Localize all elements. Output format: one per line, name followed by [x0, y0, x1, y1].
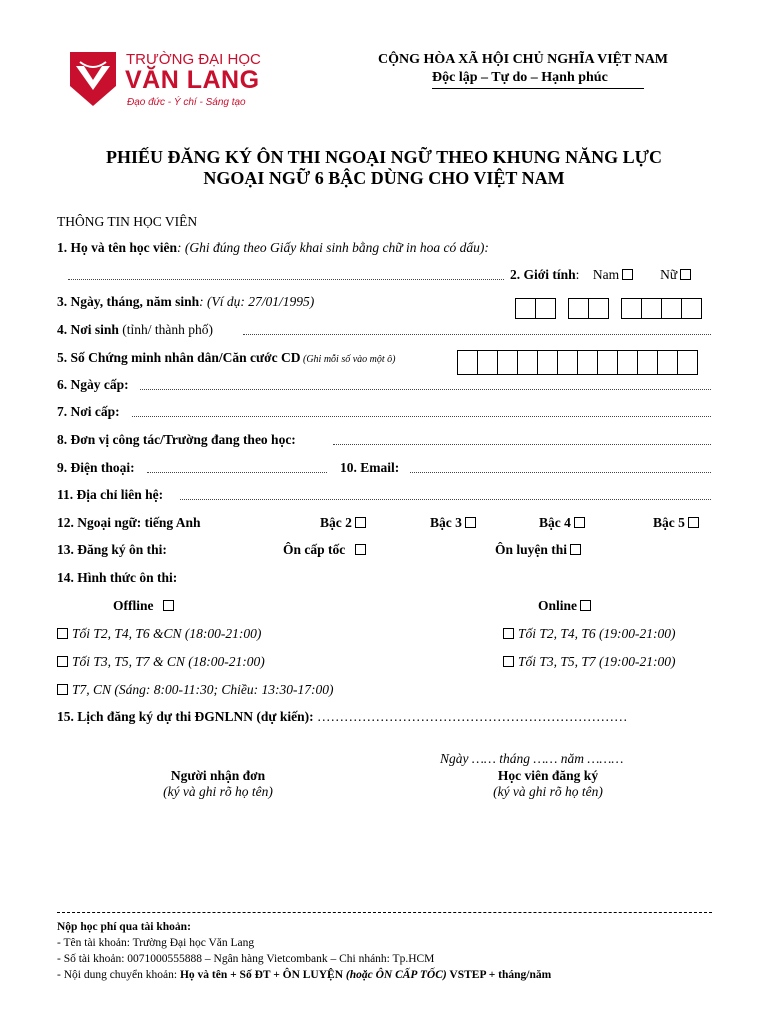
field-1-row — [57, 240, 489, 256]
offline-schedule-2[interactable]: Tối T3, T5, T7 & CN (18:00-21:00) — [57, 654, 265, 670]
gender-female-checkbox[interactable] — [680, 269, 691, 280]
offline-option[interactable]: Offline — [113, 598, 174, 614]
field-12-label: 12. Ngoại ngữ: tiếng Anh — [57, 515, 201, 530]
field-15-row — [57, 709, 628, 725]
full-name-input[interactable] — [68, 279, 504, 280]
field-5-row — [57, 350, 396, 366]
workplace-input[interactable] — [333, 444, 711, 445]
field-15-label: 15. Lịch đăng ký dự thi ĐGNLNN (dự kiến): — [57, 709, 314, 724]
online-schedule-1-checkbox[interactable] — [503, 628, 514, 639]
email-input[interactable] — [410, 472, 711, 473]
field-11-label: 11. Địa chỉ liên hệ: — [57, 487, 164, 502]
footer-heading: Nộp học phí qua tài khoản: — [57, 921, 191, 933]
field-3-label: 3. Ngày, tháng, năm sinh — [57, 294, 200, 309]
field-13-label: 13. Đăng ký ôn thi: — [57, 542, 167, 557]
country-name: CỘNG HÒA XÃ HỘI CHỦ NGHĨA VIỆT NAM — [378, 52, 669, 67]
field-1-note: : (Ghi đúng theo Giấy khai sinh bằng chữ in hoa có dấu): — [177, 240, 489, 255]
level-3-checkbox[interactable] — [465, 517, 476, 528]
receiver-title: Người nhận đơn — [170, 768, 266, 783]
online-schedule-2[interactable]: Tối T3, T5, T7 (19:00-21:00) — [503, 654, 676, 670]
offline-checkbox[interactable] — [163, 600, 174, 611]
date-line: Ngày …… tháng …… năm ……… — [440, 751, 624, 766]
issue-place-input[interactable] — [132, 416, 711, 417]
birth-year-cells[interactable] — [621, 298, 701, 319]
form-title-line1: PHIẾU ĐĂNG KÝ ÔN THI NGOẠI NGỮ THEO KHUNG NĂNG LỰC — [105, 147, 663, 167]
field-3-row — [57, 294, 314, 310]
birthplace-input[interactable] — [243, 334, 711, 335]
field-8-label: 8. Đơn vị công tác/Trường đang theo học: — [57, 432, 296, 447]
exam-prep-checkbox[interactable] — [570, 544, 581, 555]
level-2-option[interactable]: Bậc 2 — [320, 515, 366, 531]
footer-divider — [57, 912, 712, 913]
address-input[interactable] — [180, 499, 711, 500]
field-5-note: (Ghi mỗi số vào một ô) — [300, 354, 396, 365]
intensive-checkbox[interactable] — [355, 544, 366, 555]
online-schedule-2-checkbox[interactable] — [503, 656, 514, 667]
student-title: Học viên đăng ký — [497, 768, 599, 783]
offline-schedule-1-checkbox[interactable] — [57, 628, 68, 639]
field-9-label: 9. Điện thoại: — [57, 460, 135, 475]
level-3-option[interactable]: Bậc 3 — [430, 515, 476, 531]
section-heading: THÔNG TIN HỌC VIÊN — [57, 214, 198, 229]
field-2-label: 2. Giới tính — [510, 267, 576, 282]
phone-input[interactable] — [147, 472, 327, 473]
form-title-line2: NGOẠI NGỮ 6 BẬC DÙNG CHO VIỆT NAM — [203, 168, 565, 188]
field-6-label: 6. Ngày cấp: — [57, 377, 129, 392]
level-2-checkbox[interactable] — [355, 517, 366, 528]
gender-male-checkbox[interactable] — [622, 269, 633, 280]
birth-day-cells[interactable] — [515, 298, 555, 319]
field-3-note: : (Ví dụ: 27/01/1995) — [199, 294, 315, 309]
field-2-row: 2. Giới tính: Nam Nữ — [510, 267, 691, 283]
school-logo — [68, 50, 118, 113]
birth-month-cells[interactable] — [568, 298, 608, 319]
field-10-label: 10. Email: — [340, 460, 400, 475]
level-5-checkbox[interactable] — [688, 517, 699, 528]
school-name-line1: TRƯỜNG ĐẠI HỌC — [126, 51, 261, 68]
national-motto: Độc lập – Tự do – Hạnh phúc — [432, 70, 608, 85]
offline-schedule-1[interactable]: Tối T2, T4, T6 &CN (18:00-21:00) — [57, 626, 261, 642]
level-4-option[interactable]: Bậc 4 — [539, 515, 585, 531]
field-14-label: 14. Hình thức ôn thi: — [57, 570, 178, 585]
motto-underline — [432, 88, 644, 89]
field-4-row — [57, 322, 213, 338]
school-slogan: Đạo đức - Ý chí - Sáng tạo — [127, 97, 246, 108]
online-option[interactable]: Online — [538, 598, 591, 614]
gender-male-label: Nam — [592, 267, 620, 282]
level-5-option[interactable]: Bậc 5 — [653, 515, 699, 531]
field-7-label: 7. Nơi cấp: — [57, 404, 120, 419]
exam-schedule-input[interactable]: …………………………………………………………… — [317, 709, 628, 724]
id-number-cells[interactable] — [457, 350, 697, 375]
online-checkbox[interactable] — [580, 600, 591, 611]
gender-female-label: Nữ — [660, 267, 678, 282]
footer-account-number: - Số tài khoản: 0071000555888 – Ngân hàng Vietcombank – Chi nhánh: Tp.HCM — [57, 953, 435, 965]
offline-schedule-2-checkbox[interactable] — [57, 656, 68, 667]
field-4-label: 4. Nơi sinh — [57, 322, 119, 337]
receiver-note: (ký và ghi rõ họ tên) — [163, 784, 273, 799]
school-name-line2: VĂN LANG — [125, 66, 260, 94]
field-5-label: 5. Số Chứng minh nhân dân/Căn cước CD — [57, 350, 301, 365]
footer-account-name: - Tên tài khoản: Trường Đại học Văn Lang — [57, 937, 255, 949]
intensive-option[interactable]: Ôn cấp tốc — [283, 542, 366, 558]
field-1-label: 1. Họ và tên học viên — [57, 240, 177, 255]
exam-prep-option[interactable]: Ôn luyện thi — [495, 542, 581, 558]
issue-date-input[interactable] — [140, 389, 711, 390]
footer-transfer-content: - Nội dung chuyển khoản: Họ và tên + Số ĐT + ÔN LUYỆN (hoặc ÔN CẤP TỐC) VSTEP + tháng/năm — [57, 969, 552, 981]
offline-schedule-3-checkbox[interactable] — [57, 684, 68, 695]
student-note: (ký và ghi rõ họ tên) — [493, 784, 603, 799]
logo-emblem-icon — [68, 50, 118, 108]
level-4-checkbox[interactable] — [574, 517, 585, 528]
offline-schedule-3[interactable]: T7, CN (Sáng: 8:00-11:30; Chiều: 13:30-17:00) — [57, 682, 333, 698]
online-schedule-1[interactable]: Tối T2, T4, T6 (19:00-21:00) — [503, 626, 676, 642]
field-4-note: (tỉnh/ thành phố) — [118, 322, 213, 337]
